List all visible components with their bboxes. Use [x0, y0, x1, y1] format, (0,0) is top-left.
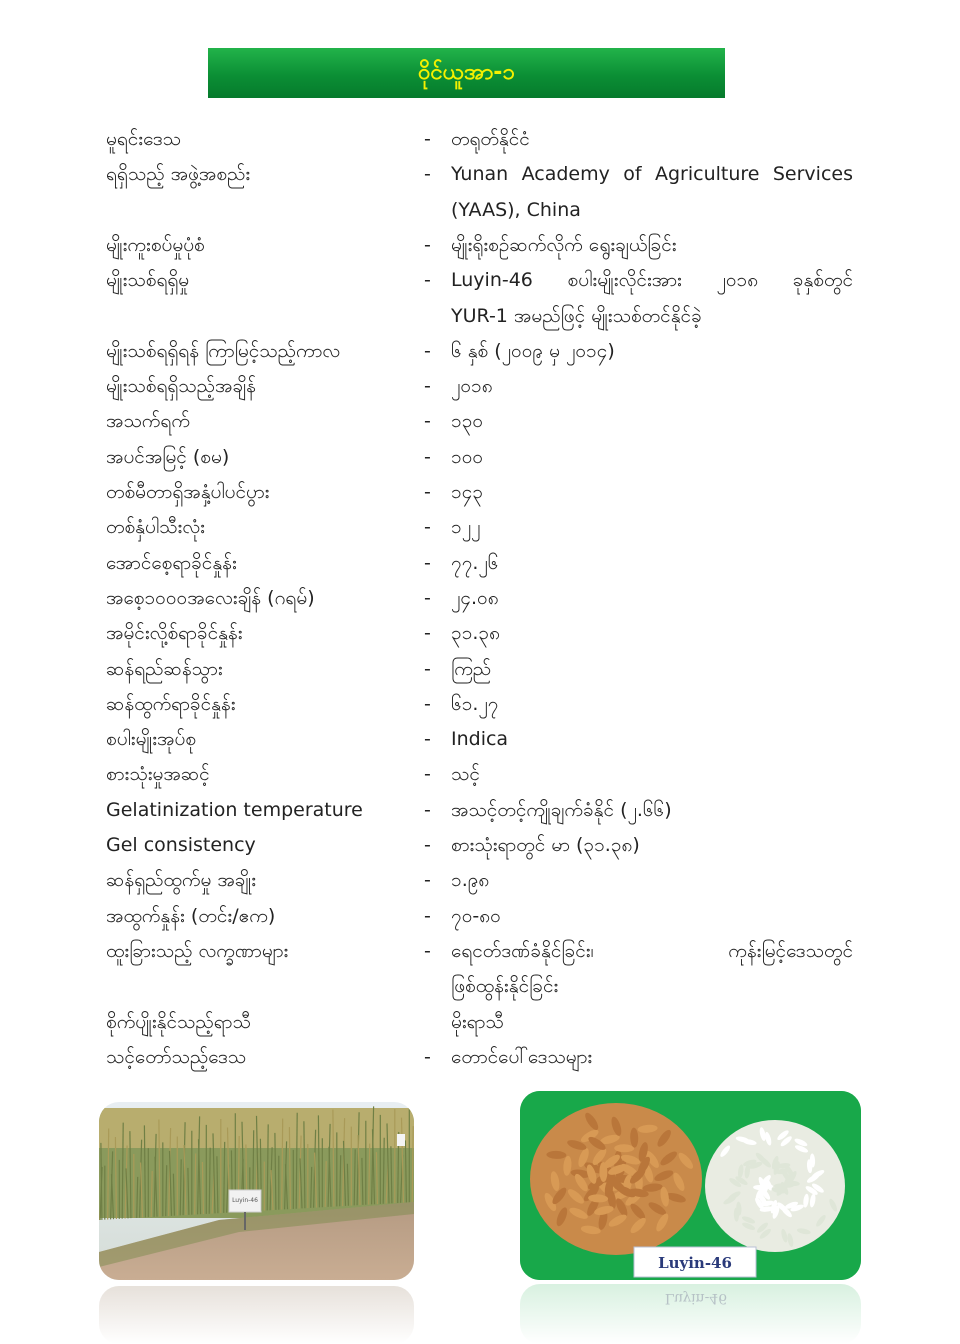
- spec-row: [0, 1040, 960, 1075]
- spec-value: မျိုးရိုးစဉ်ဆက်လိုက် ရွေးချယ်ခြင်း: [451, 233, 677, 256]
- grain-label-reflection: Luyin-46: [664, 1290, 728, 1306]
- spec-label: ထူးခြားသည့် လက္ခဏာများ: [106, 939, 289, 962]
- spec-label: အသက်ရက်: [106, 410, 190, 433]
- spec-separator: -: [424, 128, 431, 150]
- spec-row: [0, 934, 960, 969]
- spec-row: [0, 969, 960, 1004]
- spec-value: Luyin-46 စပါးမျိုးလိုင်းအား ၂၀၁၈ ခုနှစ်တွင်: [451, 269, 853, 292]
- spec-value: တရုတ်နိုင်ငံ: [451, 128, 530, 150]
- spec-label: သင့်တော်သည့်ဒေသ: [106, 1045, 247, 1068]
- spec-separator: -: [424, 904, 431, 927]
- spec-row: [0, 157, 960, 192]
- spec-label: ဆန်ရည်ဆန်သွား: [106, 657, 223, 680]
- spec-value: ၁၂၂: [451, 516, 481, 539]
- spec-row: [0, 440, 960, 475]
- spec-separator: -: [424, 939, 431, 962]
- spec-value: ၃၁.၃၈: [451, 622, 500, 645]
- spec-value: (YAAS), China: [451, 198, 581, 221]
- field-sign-text: Luyin-46: [232, 1197, 258, 1204]
- spec-separator: -: [424, 1045, 431, 1068]
- spec-value: ၆ နှစ် (၂၀၀၉ မှ ၂၀၁၄): [451, 339, 615, 362]
- spec-label: စိုက်ပျိုးနိုင်သည့်ရာသီ: [106, 1010, 251, 1033]
- spec-label: Gelatinization temperature: [106, 798, 363, 821]
- spec-value: ၇၇.၂၆: [451, 551, 499, 574]
- spec-label: အမိုင်းလို့စ်ရာခိုင်နှုန်း: [106, 622, 243, 645]
- spec-row: [0, 475, 960, 510]
- spec-label: Gel consistency: [106, 834, 256, 856]
- spec-value: ၁၀၀: [451, 445, 484, 468]
- spec-separator: -: [424, 233, 431, 256]
- page-title-banner: [208, 48, 725, 98]
- spec-label: အစေ့၁၀၀၀အလေးချိန် (ဂရမ်): [106, 586, 315, 609]
- field-photo-reflection: [99, 1286, 414, 1344]
- spec-value: ၇၀-၈၀: [451, 904, 501, 927]
- spec-row: [0, 122, 960, 157]
- spec-separator: -: [424, 692, 431, 715]
- spec-separator: -: [424, 481, 431, 503]
- spec-separator: -: [424, 163, 431, 186]
- spec-row: [0, 404, 960, 439]
- spec-label: ဆန်ရှည်ထွက်မှု အချိုး: [106, 869, 257, 892]
- spec-separator: -: [424, 445, 431, 468]
- spec-separator: -: [424, 869, 431, 892]
- spec-value: Yunan Academy of Agriculture Services: [451, 163, 853, 186]
- page-title: ဝိုင်ယူအာ-၁: [418, 59, 515, 85]
- spec-label: စားသုံးမှုအဆင့်: [106, 763, 210, 786]
- spec-row: [0, 369, 960, 404]
- spec-separator: -: [424, 339, 431, 362]
- spec-value: ၆၁.၂၇: [451, 692, 499, 715]
- spec-row: [0, 299, 960, 334]
- spec-row: [0, 546, 960, 581]
- grain-photo-image: [520, 1091, 861, 1280]
- spec-label: မျိုးသစ်ရရှိရန် ကြာမြင့်သည့်ကာလ: [106, 339, 341, 362]
- spec-row: [0, 334, 960, 369]
- spec-label: မျိုးသစ်ရရှိသည့်အချိန်: [106, 375, 256, 398]
- spec-row: [0, 899, 960, 934]
- spec-separator: -: [424, 834, 431, 856]
- spec-separator: -: [424, 410, 431, 433]
- spec-separator: -: [424, 586, 431, 609]
- spec-value: အသင့်တင့်ကျိုချက်ခံနိုင် (၂.၆၆): [451, 798, 672, 821]
- spec-value: စားသုံးရာတွင် မာ (၃၁.၃၈): [451, 834, 640, 856]
- spec-value: ၂၄.၀၈: [451, 586, 499, 609]
- spec-row: [0, 581, 960, 616]
- spec-label: အပင်အမြင့် (စမ): [106, 445, 230, 468]
- spec-label: မျိုးကူးစပ်မှုပုံစံ: [106, 233, 205, 256]
- spec-row: [0, 652, 960, 687]
- spec-separator: -: [424, 763, 431, 786]
- grain-label-text: Luyin-46: [658, 1254, 732, 1272]
- spec-row: [0, 510, 960, 545]
- spec-separator: -: [424, 269, 431, 292]
- spec-row: [0, 193, 960, 228]
- grain-photo: [520, 1091, 861, 1280]
- spec-value: မိုးရာသီ: [451, 1010, 504, 1033]
- spec-separator: -: [424, 375, 431, 398]
- spec-value: တောင်ပေါ်ဒေသများ: [451, 1045, 593, 1068]
- spec-row: [0, 1005, 960, 1040]
- spec-separator: -: [424, 551, 431, 574]
- spec-value: ၂၀၁၈: [451, 375, 493, 398]
- spec-value: သင့်: [451, 763, 480, 786]
- spec-separator: -: [424, 798, 431, 821]
- spec-row: [0, 228, 960, 263]
- spec-row: [0, 863, 960, 898]
- spec-value: Indica: [451, 728, 509, 751]
- spec-label: အောင်စေ့ရာခိုင်နှုန်း: [106, 551, 237, 574]
- spec-value: ဖြစ်ထွန်းနိုင်ခြင်း: [451, 975, 559, 998]
- spec-label: စပါးမျိုးအုပ်စု: [106, 728, 197, 751]
- spec-label: မူရင်းဒေသ: [106, 128, 181, 150]
- spec-label: ရရှိသည့် အဖွဲ့အစည်း: [106, 163, 251, 186]
- spec-value: YUR-1 အမည်ဖြင့် မျိုးသစ်တင်နိုင်ခဲ့: [451, 304, 702, 327]
- spec-row: [0, 616, 960, 651]
- spec-row: [0, 757, 960, 792]
- spec-row: [0, 828, 960, 863]
- spec-separator: -: [424, 657, 431, 680]
- spec-label: တစ်နှံပါသီးလုံး: [106, 516, 205, 539]
- spec-separator: -: [424, 728, 431, 751]
- spec-value: ရေငတ်ဒဏ်ခံနိုင်ခြင်း၊ ကုန်းမြင့်ဒေသတွင်: [451, 939, 853, 962]
- spec-row: [0, 793, 960, 828]
- spec-separator: -: [424, 622, 431, 645]
- field-photo-image: [99, 1102, 414, 1280]
- spec-value: ကြည်: [451, 657, 492, 680]
- spec-label: တစ်မီတာရှိအနှံ့ပါပင်ပွား: [106, 481, 270, 503]
- spec-value: ၁၃၀: [451, 410, 484, 433]
- spec-row: [0, 722, 960, 757]
- field-photo: [99, 1102, 414, 1280]
- spec-label: ဆန်ထွက်ရာခိုင်နှုန်း: [106, 692, 236, 715]
- spec-label: မျိုးသစ်ရရှိမှု: [106, 269, 190, 292]
- spec-label: အထွက်နှုန်း (တင်း/ဧက): [106, 904, 276, 927]
- spec-separator: -: [424, 516, 431, 539]
- spec-value: ၁.၉၈: [451, 869, 490, 892]
- spec-row: [0, 687, 960, 722]
- spec-value: ၁၄၃: [451, 481, 484, 503]
- spec-row: [0, 263, 960, 298]
